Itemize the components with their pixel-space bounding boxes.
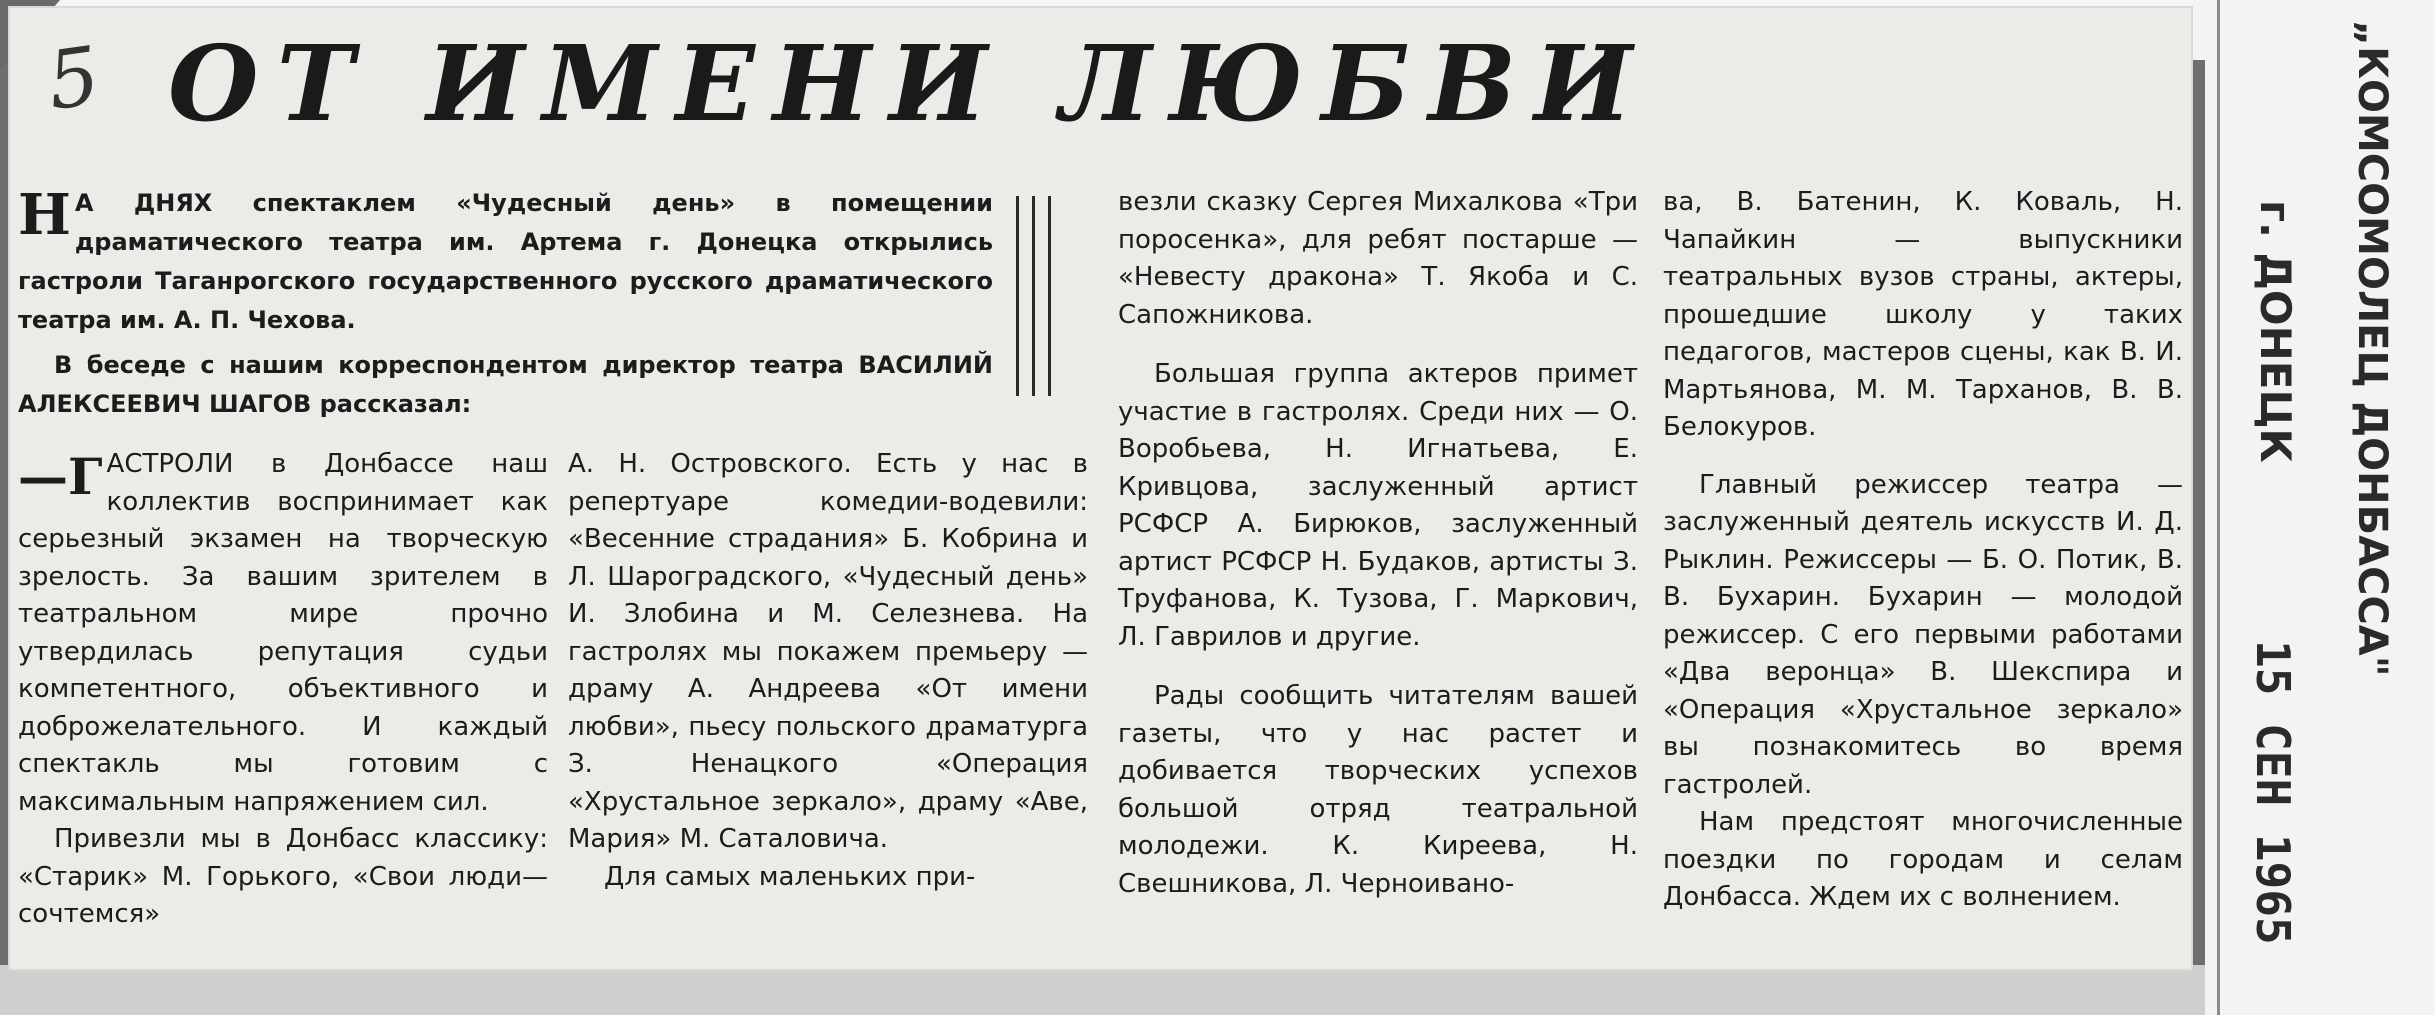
newspaper-clipping	[8, 6, 2193, 971]
column-3-paragraph-1: везли сказку Сергея Михалкова «Три поросенка», для ребят постарше — «Невесту дракона» Т. Якоба и С. Сапожникова.	[1118, 187, 1638, 330]
column-1-paragraph-2: Привезли мы в Донбасс классику: «Старик» М. Горького, «Свои люди—сочтемся»	[18, 824, 548, 929]
strip-divider	[2217, 0, 2220, 1015]
column-3-paragraph-2: Большая группа актеров примет участие в гастролях. Среди них — О. Воробьева, Н. Игнатьева, Е. Кривцова, заслуженный артист РСФСР А. Бирюков, заслуженный артист РСФСР Н. Будаков, артисты З. Труфанова, К. Тузова, Г. Маркович, Л. Гаврилов и другие.	[1118, 359, 1638, 652]
column-2-paragraph-2: Для самых маленьких при-	[604, 861, 976, 892]
column-2-paragraph-1: А. Н. Островского. Есть у нас в репертуаре комедии-водевили: «Весенние страдания» Б. Кобрина и Л. Шароградского, «Чудесный день» И. Злобина и М. Селезнева. На гастролях мы покажем премьеру —драму А. Андреева «От имени любви», пьесу польского драматурга З. Ненацкого «Операция «Хрустальное зеркало», драму «Аве, Мария» М. Саталовича.	[568, 449, 1088, 854]
column-1-paragraph-1: АСТРОЛИ в Донбассе наш коллектив воспринимает как серьезный экзамен на творческую зрелость. За вашим зрителем в театральном мире прочно утвердилась репутация судьи компетентного, объективного и доброжелательного. И каждый спектакль мы готовим с максимальным напряжением сил.	[18, 449, 548, 817]
column-3-paragraph-3: Рады сообщить читателям вашей газеты, что у нас растет и добивается творческих успехов большой отряд театральной молодежи. К. Киреева, Н. Свешникова, Л. Черноивано-	[1118, 681, 1638, 899]
lead-paragraph-2: В беседе с нашим корреспондентом директор театра ВАСИЛИЙ АЛЕКСЕЕВИЧ ШАГОВ рассказал:	[18, 351, 993, 418]
column-rule	[1016, 196, 1019, 396]
archive-strip	[2205, 0, 2435, 1015]
article-column-1	[18, 446, 548, 934]
article-column-4	[1663, 184, 2183, 917]
article-column-3	[1118, 184, 1638, 903]
scan-bottom	[0, 965, 2435, 1015]
column-4-paragraph-1: ва, В. Батенин, К. Коваль, Н. Чапайкин — выпускники театральных вузов страны, актеры, прошедшие школу у таких педагогов, мастеров сцены, как В. И. Мартьянова, М. М. Тарханов, В. В. Белокуров.	[1663, 187, 2183, 442]
lead-block	[18, 184, 993, 424]
handwritten-page-mark: 5	[41, 28, 106, 129]
city-stamp: г. ДОНЕЦК	[2251, 200, 2300, 463]
column-4-paragraph-2: Главный режиссер театра — заслуженный деятель искусств И. Д. Рыклин. Режиссеры — Б. О. Потик, В. В. Бухарин. Бухарин — молодой режиссер. С его первыми работами «Два веронца» В. Шекспира и «Операция «Хрустальное зеркало» вы познакомитесь во время гастролей.	[1663, 469, 2183, 800]
column-dropcap: —Г	[18, 447, 103, 506]
headline: ОТ ИМЕНИ ЛЮБВИ	[168, 22, 1651, 145]
date-stamp: 15 СЕН 1965	[2246, 640, 2300, 945]
lead-paragraph-1: А ДНЯХ спектаклем «Чудесный день» в помещении драматического театра им. Артема г. Донецка открылись гастроли Таганрогского государственного русского драматического театра им. А. П. Чехова.	[18, 189, 993, 334]
lead-dropcap: Н	[18, 182, 71, 248]
column-4-paragraph-3: Нам предстоят многочисленные поездки по городам и селам Донбасса. Ждем их с волнением.	[1663, 807, 2183, 912]
article-column-2	[568, 446, 1088, 896]
column-rule	[1032, 196, 1035, 396]
newspaper-title-stamp: „КОМСОМОЛЕЦ ДОНБАССА"	[2349, 20, 2395, 677]
column-rule	[1048, 196, 1051, 396]
